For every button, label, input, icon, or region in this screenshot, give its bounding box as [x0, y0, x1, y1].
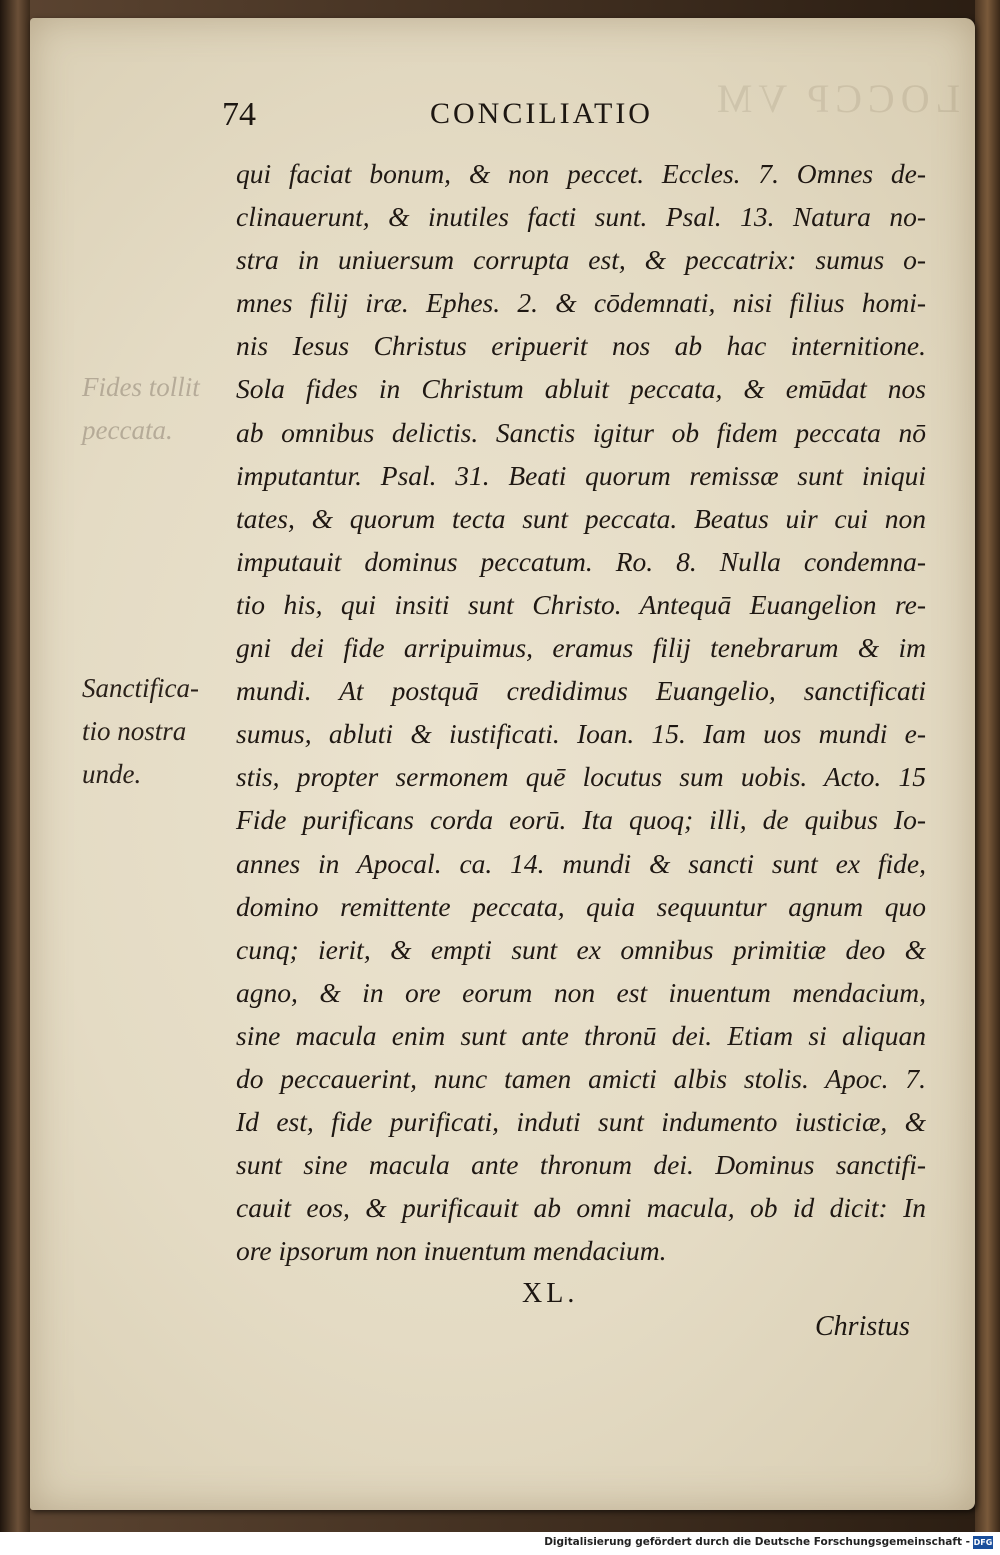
- text-line: imputauit dominus peccatum. Ro. 8. Nulla condemna-: [236, 545, 926, 577]
- funding-credit: Digitalisierung gefördert durch die Deutsche Forschungsgemeinschaft -: [544, 1536, 970, 1548]
- marginal-note-sanctification: [82, 667, 232, 796]
- text-line: ab omnibus delictis. Sanctis igitur ob fidem peccata nō: [236, 416, 926, 448]
- text-line: agno, & in ore eorum non est inuentum mendacium,: [236, 976, 926, 1008]
- marginal-line: tio nostra: [82, 716, 187, 746]
- text-line: Sola fides in Christum abluit peccata, & emūdat nos: [236, 373, 926, 405]
- running-title: CONCILIATIO: [430, 97, 653, 130]
- book-spine: [0, 0, 30, 1532]
- text-line: sine macula enim sunt ante thronū dei. Etiam si aliquan: [236, 1019, 926, 1051]
- text-line: gni dei fide arripuimus, eramus filij tenebrarum & im: [236, 632, 926, 664]
- text-line: mundi. At postquā credidimus Euangelio, sanctificati: [236, 675, 926, 707]
- text-line: sunt sine macula ante thronum dei. Dominus sanctifi-: [236, 1149, 926, 1181]
- text-line: annes in Apocal. ca. 14. mundi & sancti sunt ex fide,: [236, 847, 926, 879]
- text-line: ore ipsorum non inuentum mendacium.: [236, 1235, 667, 1267]
- marginal-note-faith: [82, 366, 232, 452]
- text-line: Id est, fide purificati, induti sunt indumento iusticiæ, &: [236, 1106, 926, 1138]
- body-text: [236, 152, 926, 1272]
- text-line: nis Iesus Christus eripuerit nos ab hac internitione.: [236, 330, 926, 362]
- text-line: domino remittente peccata, quia sequuntur agnum quo: [236, 890, 926, 922]
- text-line: cauit eos, & purificauit ab omni macula, ob id dicit: In: [236, 1192, 926, 1224]
- text-line: Fide purificans corda eorū. Ita quoq; illi, de quibus Io-: [236, 804, 926, 836]
- text-line: tates, & quorum tecta sunt peccata. Beatus uir cui non: [236, 502, 926, 534]
- text-line: qui faciat bonum, & non peccet. Eccles. 7. Omnes de-: [236, 158, 926, 189]
- marginal-line: peccata.: [82, 415, 173, 445]
- text-line: do peccauerint, nunc tamen amicti albis stolis. Apoc. 7.: [236, 1062, 926, 1094]
- text-line: stra in uniuersum corrupta est, & peccatrix: sumus o-: [236, 244, 926, 276]
- show-through-text: LOCCP VM: [710, 76, 960, 121]
- marginal-line: unde.: [82, 759, 142, 789]
- marginal-line: Fides tollit: [82, 372, 200, 402]
- marginal-line: Sanctifica-: [82, 673, 199, 703]
- text-line: mnes filij iræ. Ephes. 2. & cōdemnati, nisi filius homi-: [236, 287, 926, 319]
- text-line: clinauerunt, & inutiles facti sunt. Psal. 13. Natura no-: [236, 201, 926, 233]
- text-line: stis, propter sermonem quē locutus sum uobis. Acto. 15: [236, 761, 926, 793]
- text-line: tio his, qui insiti sunt Christo. Antequā Euangelion re-: [236, 588, 926, 620]
- page-number: 74: [222, 96, 256, 133]
- catchword: Christus: [815, 1311, 910, 1342]
- text-line: sumus, abluti & iustificati. Ioan. 15. Iam uos mundi e-: [236, 718, 926, 750]
- text-line: imputantur. Psal. 31. Beati quorum remissæ sunt iniqui: [236, 459, 926, 491]
- page-edge: [975, 0, 1000, 1532]
- section-number: XL.: [522, 1278, 579, 1309]
- dfg-logo-icon: DFG: [973, 1538, 993, 1547]
- text-line: cunq; ierit, & empti sunt ex omnibus primitiæ deo &: [236, 933, 926, 965]
